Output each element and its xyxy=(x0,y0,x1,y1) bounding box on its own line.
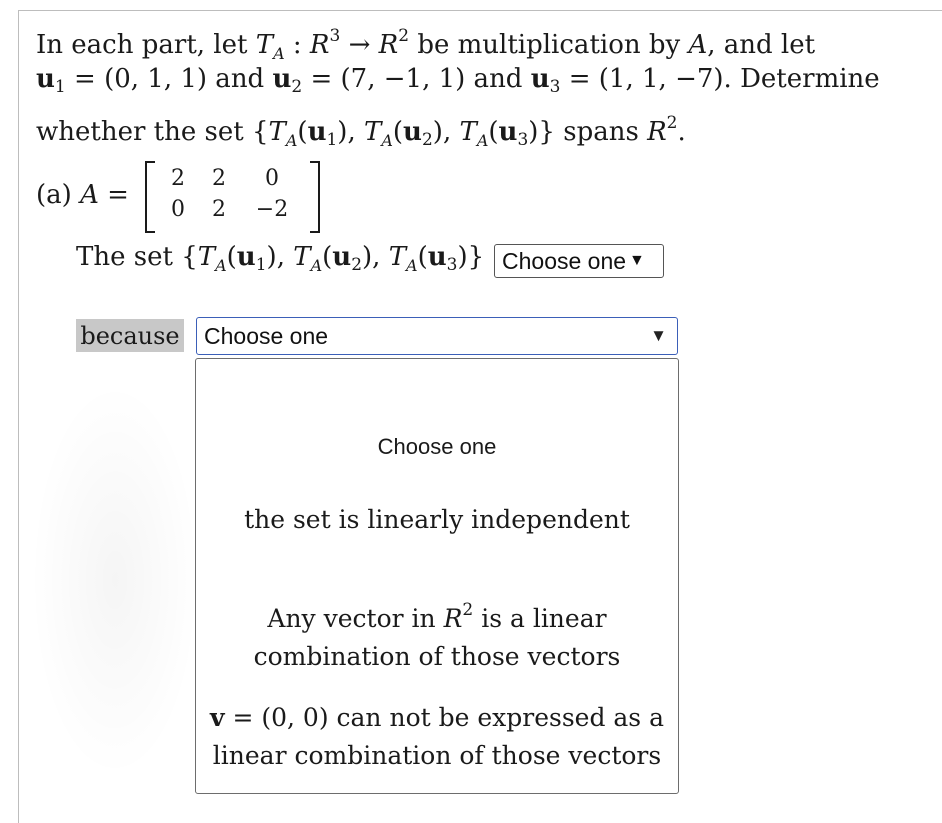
spans-select-value: Choose one xyxy=(502,247,627,274)
option-line: Any vector in $R^2$ is a linear xyxy=(267,600,607,633)
matrix-a xyxy=(145,161,320,231)
dropdown-option-linearly-independent[interactable]: the set is linearly independent xyxy=(244,505,630,534)
dropdown-option-choose-one[interactable]: Choose one xyxy=(377,434,497,459)
matrix-cell: 0 xyxy=(171,197,185,222)
matrix-cell: 2 xyxy=(171,166,185,191)
because-label: because xyxy=(76,319,184,352)
frame-top-border xyxy=(18,10,942,11)
spans-select[interactable] xyxy=(494,244,664,278)
part-a-label: (a) A = xyxy=(36,180,129,210)
matrix-cell: 2 xyxy=(212,197,226,222)
matrix-cell: 2 xyxy=(212,166,226,191)
problem-line-2: $u_1 = (0$, 1, 1) and $u_2 = (7$, −1, 1) and $u_3 = (1$, 1, −7). Determine xyxy=(36,64,880,97)
matrix-cell: −2 xyxy=(255,197,289,222)
dropdown-option-zero-vector[interactable] xyxy=(196,699,678,775)
option-line: linear combination of those vectors xyxy=(212,741,662,770)
reason-select[interactable] xyxy=(196,317,678,355)
matrix-right-bracket xyxy=(310,161,320,233)
background-smudge xyxy=(30,380,200,780)
problem-line-1: In each part, let $T_A$ : $R^3 \to R^2$ be multiplication by A, and let xyxy=(36,26,816,63)
set-statement: The set {$T_A(u_1)$, $T_A(u_2)$, $T_A(u_3)$} xyxy=(76,242,485,275)
dropdown-option-any-vector[interactable] xyxy=(196,591,678,676)
reason-dropdown-list xyxy=(195,358,679,794)
option-line: combination of those vectors xyxy=(253,642,621,671)
chevron-down-icon: ▼ xyxy=(650,326,667,345)
reason-select-value: Choose one xyxy=(204,322,329,349)
chevron-down-icon: ▼ xyxy=(629,252,645,269)
option-line: v = (0, 0) can not be expressed as a xyxy=(209,703,664,732)
matrix-cell: 0 xyxy=(265,166,279,191)
frame-left-border xyxy=(18,10,19,823)
problem-line-3: whether the set {$T_A(u_1)$, $T_A(u_2)$, $T_A(u_3)$} spans $R^2$. xyxy=(36,113,686,150)
matrix-left-bracket xyxy=(145,161,155,233)
